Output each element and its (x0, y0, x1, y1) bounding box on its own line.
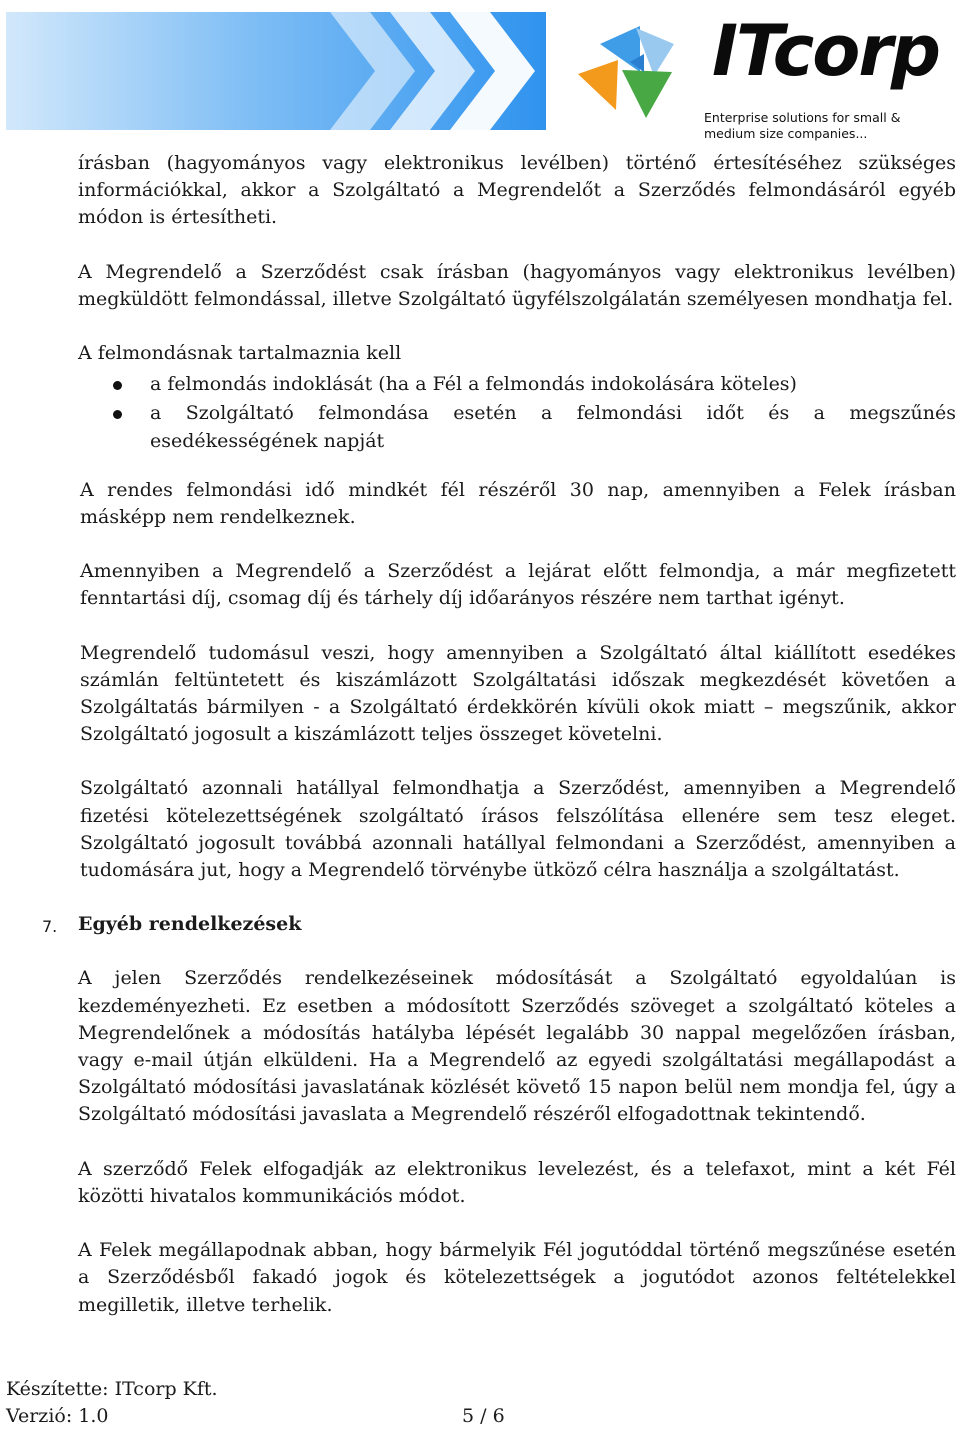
paragraph-10: A Felek megállapodnak abban, hogy bármelyik Fél jogutóddal történő megszűnése esetén a Szerződésből fakadó jogok és kötelezettségek a jogutódot azonos feltételekkel megilletik, illetve terhelik. (78, 1239, 956, 1316)
chevron-decoration-icon (330, 12, 560, 130)
bullet-list (78, 371, 956, 455)
section-title: Egyéb rendelkezések (78, 913, 302, 936)
page-footer (6, 1376, 956, 1430)
section-heading (42, 911, 956, 938)
footer-version: Verzió: 1.0 (6, 1405, 109, 1427)
tagline-line-1: Enterprise solutions for small & (704, 110, 901, 125)
section-number: 7. (42, 917, 58, 937)
bullet-text-1: a felmondás indoklását (ha a Fél a felmondás indokolására köteles) (150, 373, 797, 396)
footer-author: Készítette: ITcorp Kft. (6, 1378, 218, 1400)
paragraph-6: Megrendelő tudomásul veszi, hogy amennyiben a Szolgáltató által kiállított esedékes számlán feltüntetett és kiszámlázott Szolgáltatási időszak megkezdését követően a Szolgáltatás bármilyen - a Szolgáltató érdekkörén kívüli okok miatt – megszűnik, akkor Szolgáltató jogosult a kiszámlázott teljes összeget követelni. (80, 641, 956, 746)
list-item (78, 400, 956, 454)
list-item (78, 371, 956, 398)
logo-wordmark: ITcorp (712, 10, 939, 92)
paragraph-2: A Megrendelő a Szerződést csak írásban (hagyományos vagy elektronikus levélben) megküldött felmondással, illetve Szolgáltató ügyfélszolgálatán személyesen mondhatja fel. (78, 260, 956, 310)
page-number: 5 / 6 (462, 1405, 505, 1427)
bullet-text-2: a Szolgáltató felmondása esetén a felmondási időt és a megszűnés esedékességének napját (150, 402, 956, 452)
paragraph-5: Amennyiben a Megrendelő a Szerződést a lejárat előtt felmondja, a már megfizetett fenntartási díj, csomag díj és tárhely díj időarányos részére nem tarthat igényt. (80, 560, 956, 610)
bullet-icon (113, 381, 122, 390)
bullet-icon (113, 410, 122, 419)
page-header (0, 0, 960, 140)
paragraph-3: A felmondásnak tartalmaznia kell (78, 342, 402, 365)
document-body (42, 150, 956, 1346)
paragraph-1: írásban (hagyományos vagy elektronikus levélben) történő értesítéséhez szükséges információkkal, akkor a Szolgáltató a Megrendelőt a Szerződés felmondásáról egyéb módon is értesítheti. (78, 152, 956, 229)
paragraph-4: A rendes felmondási idő mindkét fél részéről 30 nap, amennyiben a Felek írásban másképp nem rendelkeznek. (80, 478, 956, 529)
paragraph-9: A szerződő Felek elfogadják az elektronikus levelezést, és a telefaxot, mint a két Fél közötti hivatalos kommunikációs módot. (78, 1157, 956, 1207)
paragraph-7: Szolgáltató azonnali hatállyal felmondhatja a Szerződést, amennyiben a Megrendelő fizetési kötelezettségének szolgáltató írásos felszólítása ellenére sem tesz eleget. Szolgáltató jogosult továbbá azonnali hatállyal felmondani a Szerződést, amennyiben a tudomására jut, hogy a Megrendelő törvénybe ütköző célra használja a szolgáltatást. (80, 777, 956, 882)
paragraph-8: A jelen Szerződés rendelkezéseinek módosítását a Szolgáltató egyoldalúan is kezdeményezheti. Ez esetben a módosított Szerződés szöveget a szolgáltató köteles a Megrendelőnek a módosítás hatályba lépését legalább 30 nappal megelőzően írásban, vagy e-mail útján elküldeni. Ha a Megrendelő az egyedi szolgáltatási megállapodást a Szolgáltató módosítási javaslatának közlését követő 15 napon belül nem mondja fel, úgy a Szolgáltató módosítási javaslata a Megrendelő részéről elfogadottnak tekintendő. (78, 967, 956, 1126)
itcorp-logo-mark-icon (570, 14, 710, 132)
tagline-line-2: medium size companies... (704, 126, 868, 141)
logo-tagline (704, 110, 934, 142)
